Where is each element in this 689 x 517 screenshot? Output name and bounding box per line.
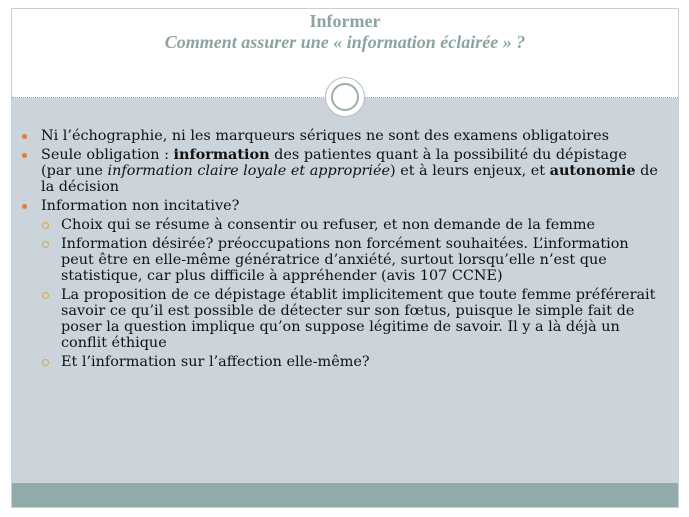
bullet-text: Information non incitative? bbox=[41, 198, 240, 214]
sub-bullet-text: Choix qui se résume à consentir ou refuser, et non demande de la femme bbox=[61, 217, 596, 233]
sub-list-item bbox=[18, 287, 658, 351]
bullet-text-bold: autonomie bbox=[549, 162, 636, 179]
bullet-text-part: ) et à leurs enjeux, et bbox=[390, 163, 550, 179]
sub-bullet-text: Information désirée? préoccupations non forcément souhaitées. L’information peut être en elle-même génératrice d’anxiété, surtout lorsqu’elle n’est que statistique, car plus difficile à appréhender (avis 107 CCNE) bbox=[61, 236, 629, 284]
bullet-text-bold: information bbox=[173, 146, 270, 163]
sub-list-item bbox=[18, 354, 658, 370]
bullet-text: Ni l’échographie, ni les marqueurs sériques ne sont des examens obligatoires bbox=[41, 128, 609, 144]
list-item bbox=[18, 147, 658, 195]
bullet-text-italic: information claire loyale et appropriée bbox=[107, 163, 390, 179]
bullet-text-part: des patientes quant à la possibilité du dépistage (par une bbox=[41, 147, 627, 179]
sub-list-item bbox=[18, 236, 658, 284]
list-item bbox=[18, 128, 658, 144]
sub-bullet-text: La proposition de ce dépistage établit implicitement que toute femme préférerait savoir ce qu’il est possible de détecter sur son fœtus, puisque le simple fait de poser la question implique qu’on suppose légitime de savoir. Il y a là déjà un conflit éthique bbox=[61, 287, 656, 351]
sub-bullet-text: Et l’information sur l’affection elle-même? bbox=[61, 354, 370, 370]
bullet-text-part: Seule obligation : bbox=[41, 147, 174, 163]
bullet-list bbox=[18, 128, 658, 373]
slide-subtitle: Comment assurer une « information éclairée » ? bbox=[164, 32, 526, 52]
bullet-dot-icon bbox=[22, 134, 27, 139]
footer-band bbox=[12, 483, 678, 507]
list-item bbox=[18, 198, 658, 214]
bullet-ring-icon bbox=[42, 222, 49, 229]
sub-list-item bbox=[18, 217, 658, 233]
circle-ornament-icon bbox=[325, 77, 365, 117]
bullet-ring-icon bbox=[42, 292, 49, 299]
bullet-text-part: de la décision bbox=[41, 163, 658, 195]
slide-title: Informer bbox=[309, 11, 381, 31]
circle-ornament-inner bbox=[331, 83, 359, 111]
bullet-ring-icon bbox=[42, 241, 49, 248]
bullet-ring-icon bbox=[42, 359, 49, 366]
bullet-dot-icon bbox=[22, 204, 27, 209]
bullet-dot-icon bbox=[22, 153, 27, 158]
